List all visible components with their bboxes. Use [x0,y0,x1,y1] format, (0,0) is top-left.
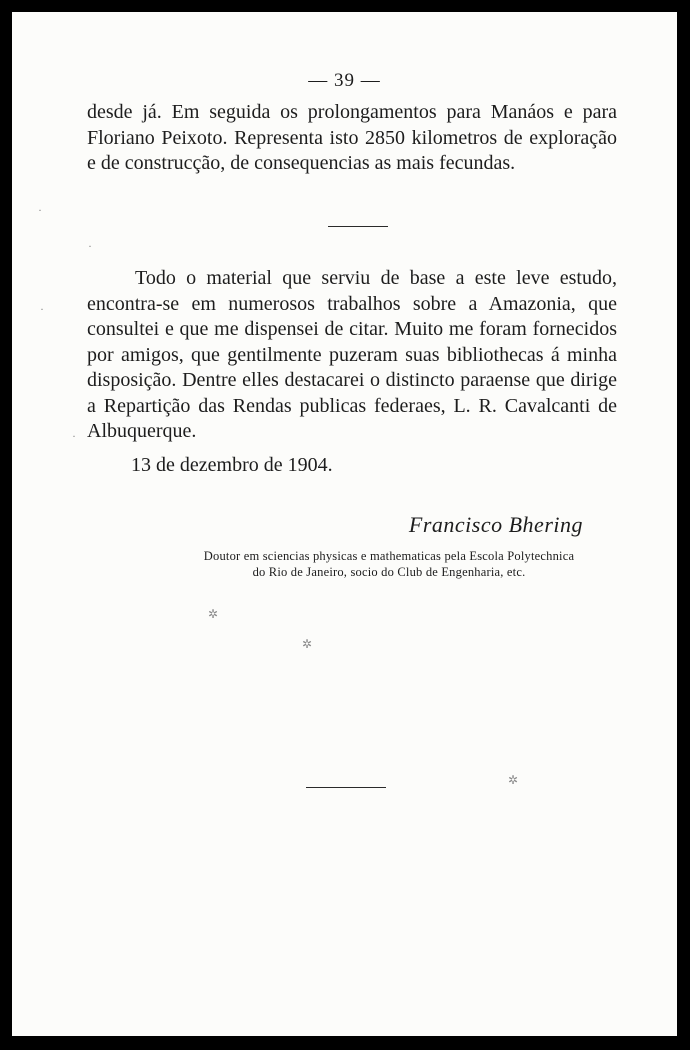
print-speck: ✲ [302,637,313,651]
end-divider [306,787,386,788]
page-number: — 39 — [308,70,381,91]
section-divider [328,226,388,227]
paragraph-sources-acknowledgement: Todo o material que serviu de base a este leve estudo, encontra-se em numerosos trabalhos sobre a Amazonia, que consultei e que me dispensei de citar. Muito me foram fornecidos por amigos, que gentilmente puzeram suas bibliothecas á minha disposição. Dentre elles destacarei o distincto paraense que dirige a Repartição das Rendas publicas federaes, L. R. Cavalcanti de Albuquerque. [87,267,617,442]
print-speck: ✲ [208,607,219,621]
print-speck: · [40,302,44,316]
print-speck: · [72,429,76,443]
document-page [12,12,677,1036]
credentials-line-1: Doutor em sciencias physicas e mathematicas pela Escola Polytechnica [203,549,575,563]
author-signature: Francisco Bhering [408,512,583,537]
print-speck: · [38,203,42,217]
date-line: 13 de dezembro de 1904. [131,454,333,476]
paragraph-railway-extensions: desde já. Em seguida os prolongamentos para Manáos e para Floriano Peixoto. Representa isto 2850 kilometros de exploração e de construcção, de consequencias as mais fecundas. [87,101,617,174]
author-credentials [152,548,626,580]
print-speck: ✲ [508,773,519,787]
print-speck: · [88,239,92,253]
credentials-line-2: do Rio de Janeiro, socio do Club de Engenharia, etc. [252,565,526,579]
